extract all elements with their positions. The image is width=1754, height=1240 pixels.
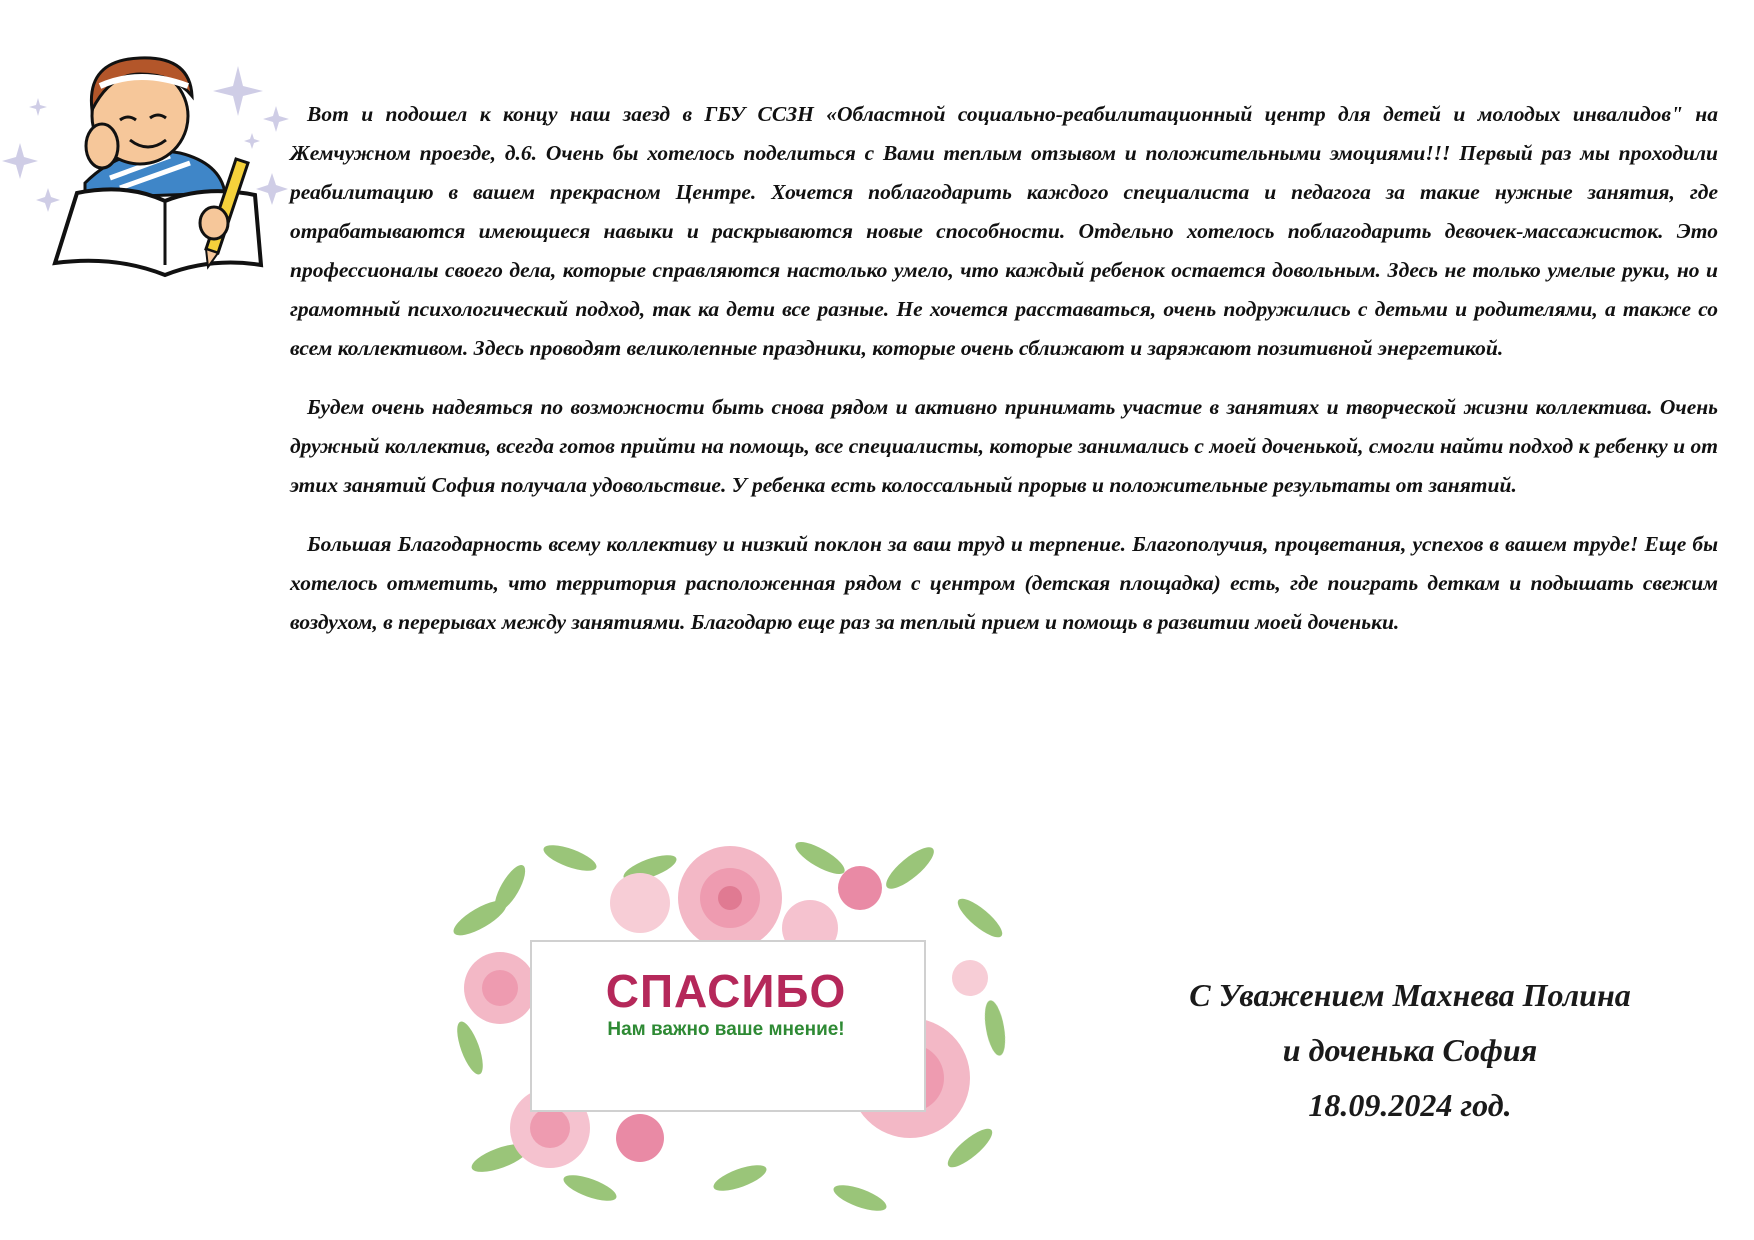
letter-paragraph: Будем очень надеяться по возможности быть снова рядом и активно принимать участие в занятиях и творческой жизни коллектива. Очень дружный коллектив, всегда готов прийти на помощь, все специалисты, которые занимались с моей доченькой, смогли найти подход к ребенку и от этих занятий София получала удовольствие. У ребенка есть колоссальный прорыв и положительные результаты от занятий.	[290, 395, 1718, 497]
card-subtitle: Нам важно ваше мнение!	[607, 1019, 845, 1040]
letter-paragraph: Вот и подошел к концу наш заезд в ГБУ ССЗН «Областной социально-реабилитационный центр для детей и молодых инвалидов" на Жемчужном проезде, д.6. Очень бы хотелось поделиться с Вами теплым отзывом и положительными эмоциями!!! Первый раз мы проходили реабилитацию в вашем прекрасном Центре. Хочется поблагодарить каждого специалиста и педагога за такие нужные занятия, где отрабатываются имеющиеся навыки и раскрываются новые способности. Отдельно хотелось поблагодарить девочек-массажисток. Это профессионалы своего дела, которые справляются настолько умело, что каждый ребенок остается довольным. Здесь не только умелые руки, но и грамотный психологический подход, так ка дети все разные. Не хочется расставаться, очень подружились с детьми и родителями, а также со всем коллективом. Здесь проводят великолепные праздники, которые очень сближают и заряжают позитивной энергетикой.	[290, 102, 1718, 360]
letter-body	[290, 95, 1718, 662]
boy-writing-clipart	[0, 28, 290, 278]
thank-you-card	[440, 828, 1020, 1228]
signature-date: 18.09.2024 год.	[1308, 1087, 1512, 1123]
signature-daughter: и доченька София	[1282, 1032, 1538, 1068]
signature-block	[1150, 968, 1670, 1133]
signature-name: С Уважением Махнева Полина	[1189, 977, 1631, 1013]
letter-paragraph: Большая Благодарность всему коллективу и низкий поклон за ваш труд и терпение. Благополучия, процветания, успехов в вашем труде! Еще бы хотелось отметить, что территория расположенная рядом с центром (детская площадка) есть, где поиграть деткам и подышать свежим воздухом, в перерывах между занятиями. Благодарю еще раз за теплый прием и помощь в развитии моей доченьки.	[290, 532, 1718, 634]
card-title: СПАСИБО	[605, 965, 847, 1017]
